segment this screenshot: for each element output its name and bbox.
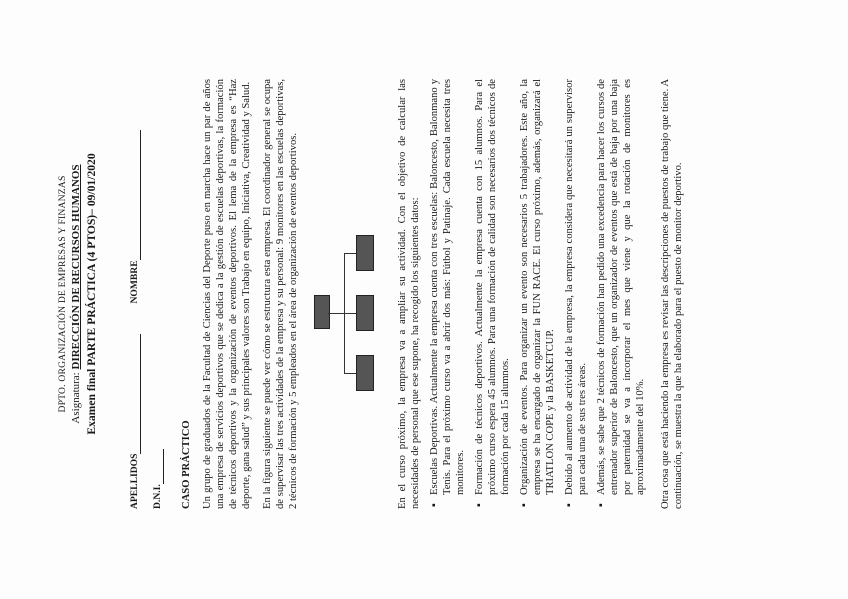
surname-name-row — [128, 79, 141, 509]
dni-label: D.N.I. — [152, 484, 163, 509]
subject-name: DIRECCIÓN DE RECURSOS HUMANOS — [70, 164, 82, 370]
department-line: DPTO. ORGANIZACIÓN DE EMPRESAS Y FINANZAS — [57, 175, 68, 413]
exam-title: Examen final PARTE PRÁCTICA (4 PTOS)– 09/01/2020 — [85, 153, 98, 435]
org-chart-top-box — [314, 295, 330, 329]
org-chart-vertical-connector — [328, 313, 344, 314]
subject-label: Asignatura: — [70, 372, 82, 424]
org-chart-center-drop — [344, 313, 356, 314]
list-item: ▪ Formación de técnicos deportivos. Actualmente la empresa cuenta con 15 alumnos. Para el próximo curso espera 45 alumnos. Para una formación de calidad son necesarios dos técnicos de formación por cada 15 alumnos. — [473, 79, 512, 495]
org-chart-figure — [312, 79, 382, 509]
case-heading: CASO PRÁCTICO — [181, 420, 192, 509]
org-chart-right-drop — [344, 253, 356, 254]
name-line — [130, 130, 141, 260]
list-item: ▪ Además, se sabe que 2 técnicos de formación han pedido una excedencia para hacer los cursos de entrenador superior de Baloncesto, que un organizador de eventos que está de baja por una baja por paternidad se va a incorporar el mes que viene y que la rotación de monitores es aproximadamente del 10%. — [595, 79, 647, 495]
dni-line — [153, 449, 164, 484]
case-intro-paragraph: Un grupo de graduados de la Facultad de Ciencias del Deporte puso en marcha hace un par de años una empresa de servicios deportivos que se dedica a la gestión de escuelas deportivas, la formación de técnicos deportivos y la organización de eventos deportivos. El lema de la empresa es “Haz deporte, gana salud” y sus principales valores son Trabajo en equipo, Iniciativa, Creatividad y Salud. — [202, 79, 252, 509]
org-chart-right-box — [356, 235, 374, 271]
dni-row — [151, 79, 164, 509]
name-label: NOMBRE — [129, 260, 140, 304]
page-content — [56, 79, 685, 509]
subject-line — [70, 79, 83, 509]
org-chart-left-box — [356, 355, 374, 391]
surname-label: APELLIDOS — [129, 453, 140, 509]
structure-paragraph: En la figura siguiente se puede ver cómo se estructura esta empresa. El coordinador general se ocupa de supervisar las tres actividades de la empresa y su personal: 9 monitores en las escuelas deportivas, 2 técnicos de formación y 5 empleados en el área de organización de eventos deportivos. — [262, 79, 299, 509]
org-chart-center-box — [356, 295, 374, 331]
exam-header — [56, 79, 98, 509]
org-chart-horizontal-connector — [344, 254, 345, 374]
list-item: ▪ Debido al aumento de actividad de la empresa, la empresa considera que necesitará un supervisor para cada una de sus tres áreas. — [563, 79, 589, 495]
list-item: ▪ Escuelas Deportivas. Actualmente la empresa cuenta con tres escuelas: Baloncesto, Balonmano y Tenis. Para el próximo curso va a abrir dos más: Fútbol y Patinaje. Cada escuela necesita tres monitores. — [428, 79, 467, 495]
requirements-list — [428, 79, 647, 509]
closing-paragraph: Otra cosa que está haciendo la empresa es revisar las descripciones de puestos de trabajo que tiene. A continuación, se muestra la que ha elaborado para el puesto de monitor deportivo. — [660, 79, 684, 509]
list-item: ▪ Organización de eventos. Para organizar un evento son necesarios 5 trabajadores. Este año, la empresa se ha encargado de organizar la FUN RACE. El curso próximo, además, organizará el TRIATLON COPE y la BASKETCUP. — [518, 79, 557, 495]
next-year-paragraph: En el curso próximo, la empresa va a ampliar su actividad. Con el objetivo de calcular las necesidades de personal que ese supone, ha recogido los siguientes datos: — [397, 79, 421, 509]
org-chart-left-drop — [344, 373, 356, 374]
surname-line — [130, 334, 141, 454]
